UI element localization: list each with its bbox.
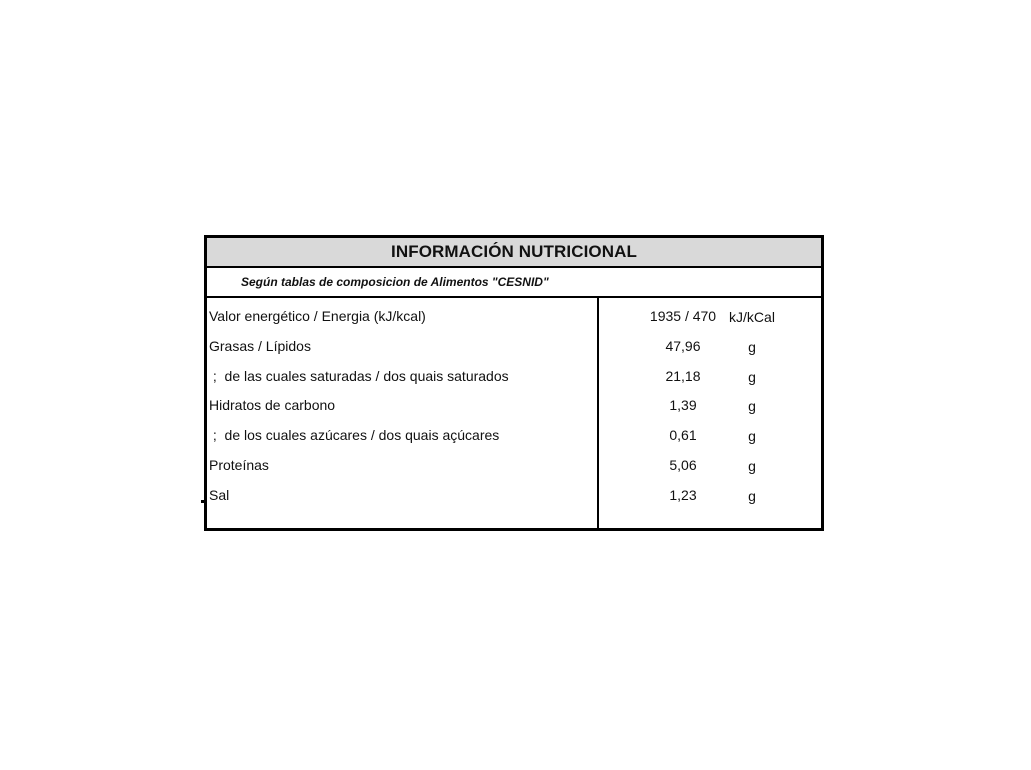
row-unit: g	[748, 457, 756, 474]
row-value: 1,39	[669, 397, 697, 414]
row-value-cell	[643, 451, 781, 479]
table-row-sugars	[207, 421, 821, 451]
row-label: Hidratos de carbono	[209, 397, 336, 414]
row-value-cell	[643, 481, 781, 509]
row-value-cell	[643, 332, 781, 360]
row-value-cell	[643, 391, 781, 419]
table-source-note: Según tablas de composicion de Alimentos "CESNID"	[207, 268, 821, 298]
row-unit: g	[748, 487, 756, 504]
row-value: 1,23	[669, 486, 697, 503]
row-unit: g	[748, 338, 756, 355]
row-value: 5,06	[669, 456, 697, 473]
table-row-fat	[207, 332, 821, 362]
table-row-salt	[207, 481, 821, 511]
table-title: INFORMACIÓN NUTRICIONAL	[207, 238, 821, 268]
row-label: Valor energético / Energia (kJ/kcal)	[209, 308, 426, 324]
row-label: ; de las cuales saturadas / dos quais saturados	[209, 367, 509, 384]
nutrition-rows	[207, 302, 821, 511]
row-value-cell	[643, 302, 781, 330]
row-value-cell	[643, 362, 781, 390]
table-row-protein	[207, 451, 821, 481]
row-label: Proteínas	[209, 456, 269, 473]
table-row-carbohydrates	[207, 391, 821, 421]
row-value: 21,18	[665, 367, 701, 384]
row-unit: g	[748, 428, 756, 445]
row-label: ; de los cuales azúcares / dos quais açúcares	[209, 427, 500, 444]
nutrition-table	[204, 235, 824, 531]
row-unit: g	[748, 368, 756, 385]
row-value: 0,61	[669, 427, 697, 444]
row-value: 1935 / 470	[649, 308, 717, 324]
table-row-saturated	[207, 362, 821, 392]
row-unit: kJ/kCal	[729, 309, 775, 325]
row-value: 47,96	[665, 337, 701, 354]
row-label: Sal	[209, 486, 230, 503]
row-label: Grasas / Lípidos	[209, 337, 311, 354]
table-row-energy	[207, 302, 821, 332]
row-unit: g	[748, 398, 756, 415]
row-value-cell	[643, 421, 781, 449]
